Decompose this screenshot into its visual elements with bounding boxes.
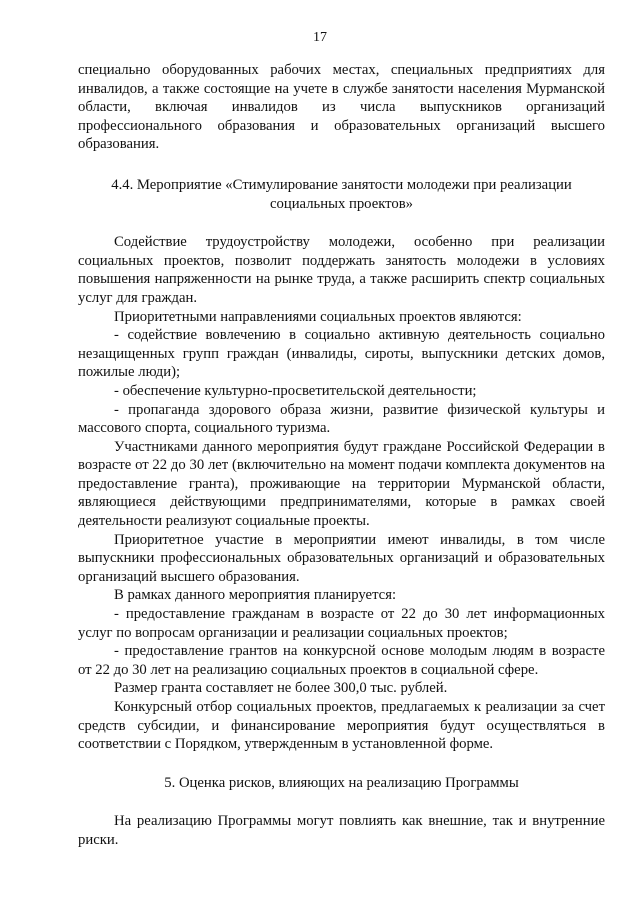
paragraph: Приоритетное участие в мероприятии имеют инвалиды, в том числе выпускники профессиональных образовательных организаций и образовательных организаций высшего образования. [78,531,605,585]
paragraph: В рамках данного мероприятия планируется: [114,587,397,604]
section-4-4-heading: 4.4. Мероприятие «Стимулирование занятости молодежи при реализации социальных проектов» [111,176,572,212]
paragraph: Участниками данного мероприятия будут граждане Российской Федерации в возрасте от 22 до 30 лет (включительно на момент подачи комплекта документов на предоставление гранта), проживающие на территории Мурманской области, являющиеся действующими предпринимателями, которые в рамках своей деятельности реализуют социальные проекты. [78,438,605,530]
list-item: - пропаганда здорового образа жизни, развитие физической культуры и массового спорта, социального туризма. [78,401,605,437]
intro-paragraph: специально оборудованных рабочих местах, специальных предприятиях для инвалидов, а также состоящие на учете в службе занятости населения Мурманской области, включая инвалидов из числа выпускников организаций профессионального образования и образовательных организаций высшего образования. [78,62,605,153]
list-item: - содействие вовлечению в социально активную деятельность социально незащищенных групп граждан (инвалиды, сироты, выпускники детских домов, пожилые люди); [78,327,605,381]
list-item: - предоставление грантов на конкурсной основе молодым людям в возрасте от 22 до 30 лет на реализацию социальных проектов в социальной сфере. [78,643,605,678]
list-item: - обеспечение культурно-просветительской деятельности; [114,382,477,399]
paragraph: На реализацию Программы могут повлиять как внешние, так и внутренние риски. [78,813,605,848]
paragraph: Содействие трудоустройству молодежи, особенно при реализации социальных проектов, позволит поддержать занятость молодежи в условиях повышения напряженности на рынке труда, а также расширить спектр социальных услуг для граждан. [78,234,605,306]
section-5-heading: 5. Оценка рисков, влияющих на реализацию Программы [164,774,519,791]
paragraph: Приоритетными направлениями социальных проектов являются: [114,308,522,325]
list-item: - предоставление гражданам в возрасте от 22 до 30 лет информационных услуг по вопросам организации и реализации социальных проектов; [78,606,605,641]
page-number: 17 [313,30,327,45]
paragraph: Размер гранта составляет не более 300,0 тыс. рублей. [114,680,448,697]
document-body [78,61,605,850]
paragraph: Конкурсный отбор социальных проектов, предлагаемых к реализации за счет средств субсидии, и финансирование мероприятия будут осуществляться в соответствии с Порядком, утвержденным в установленной форме. [78,699,605,753]
